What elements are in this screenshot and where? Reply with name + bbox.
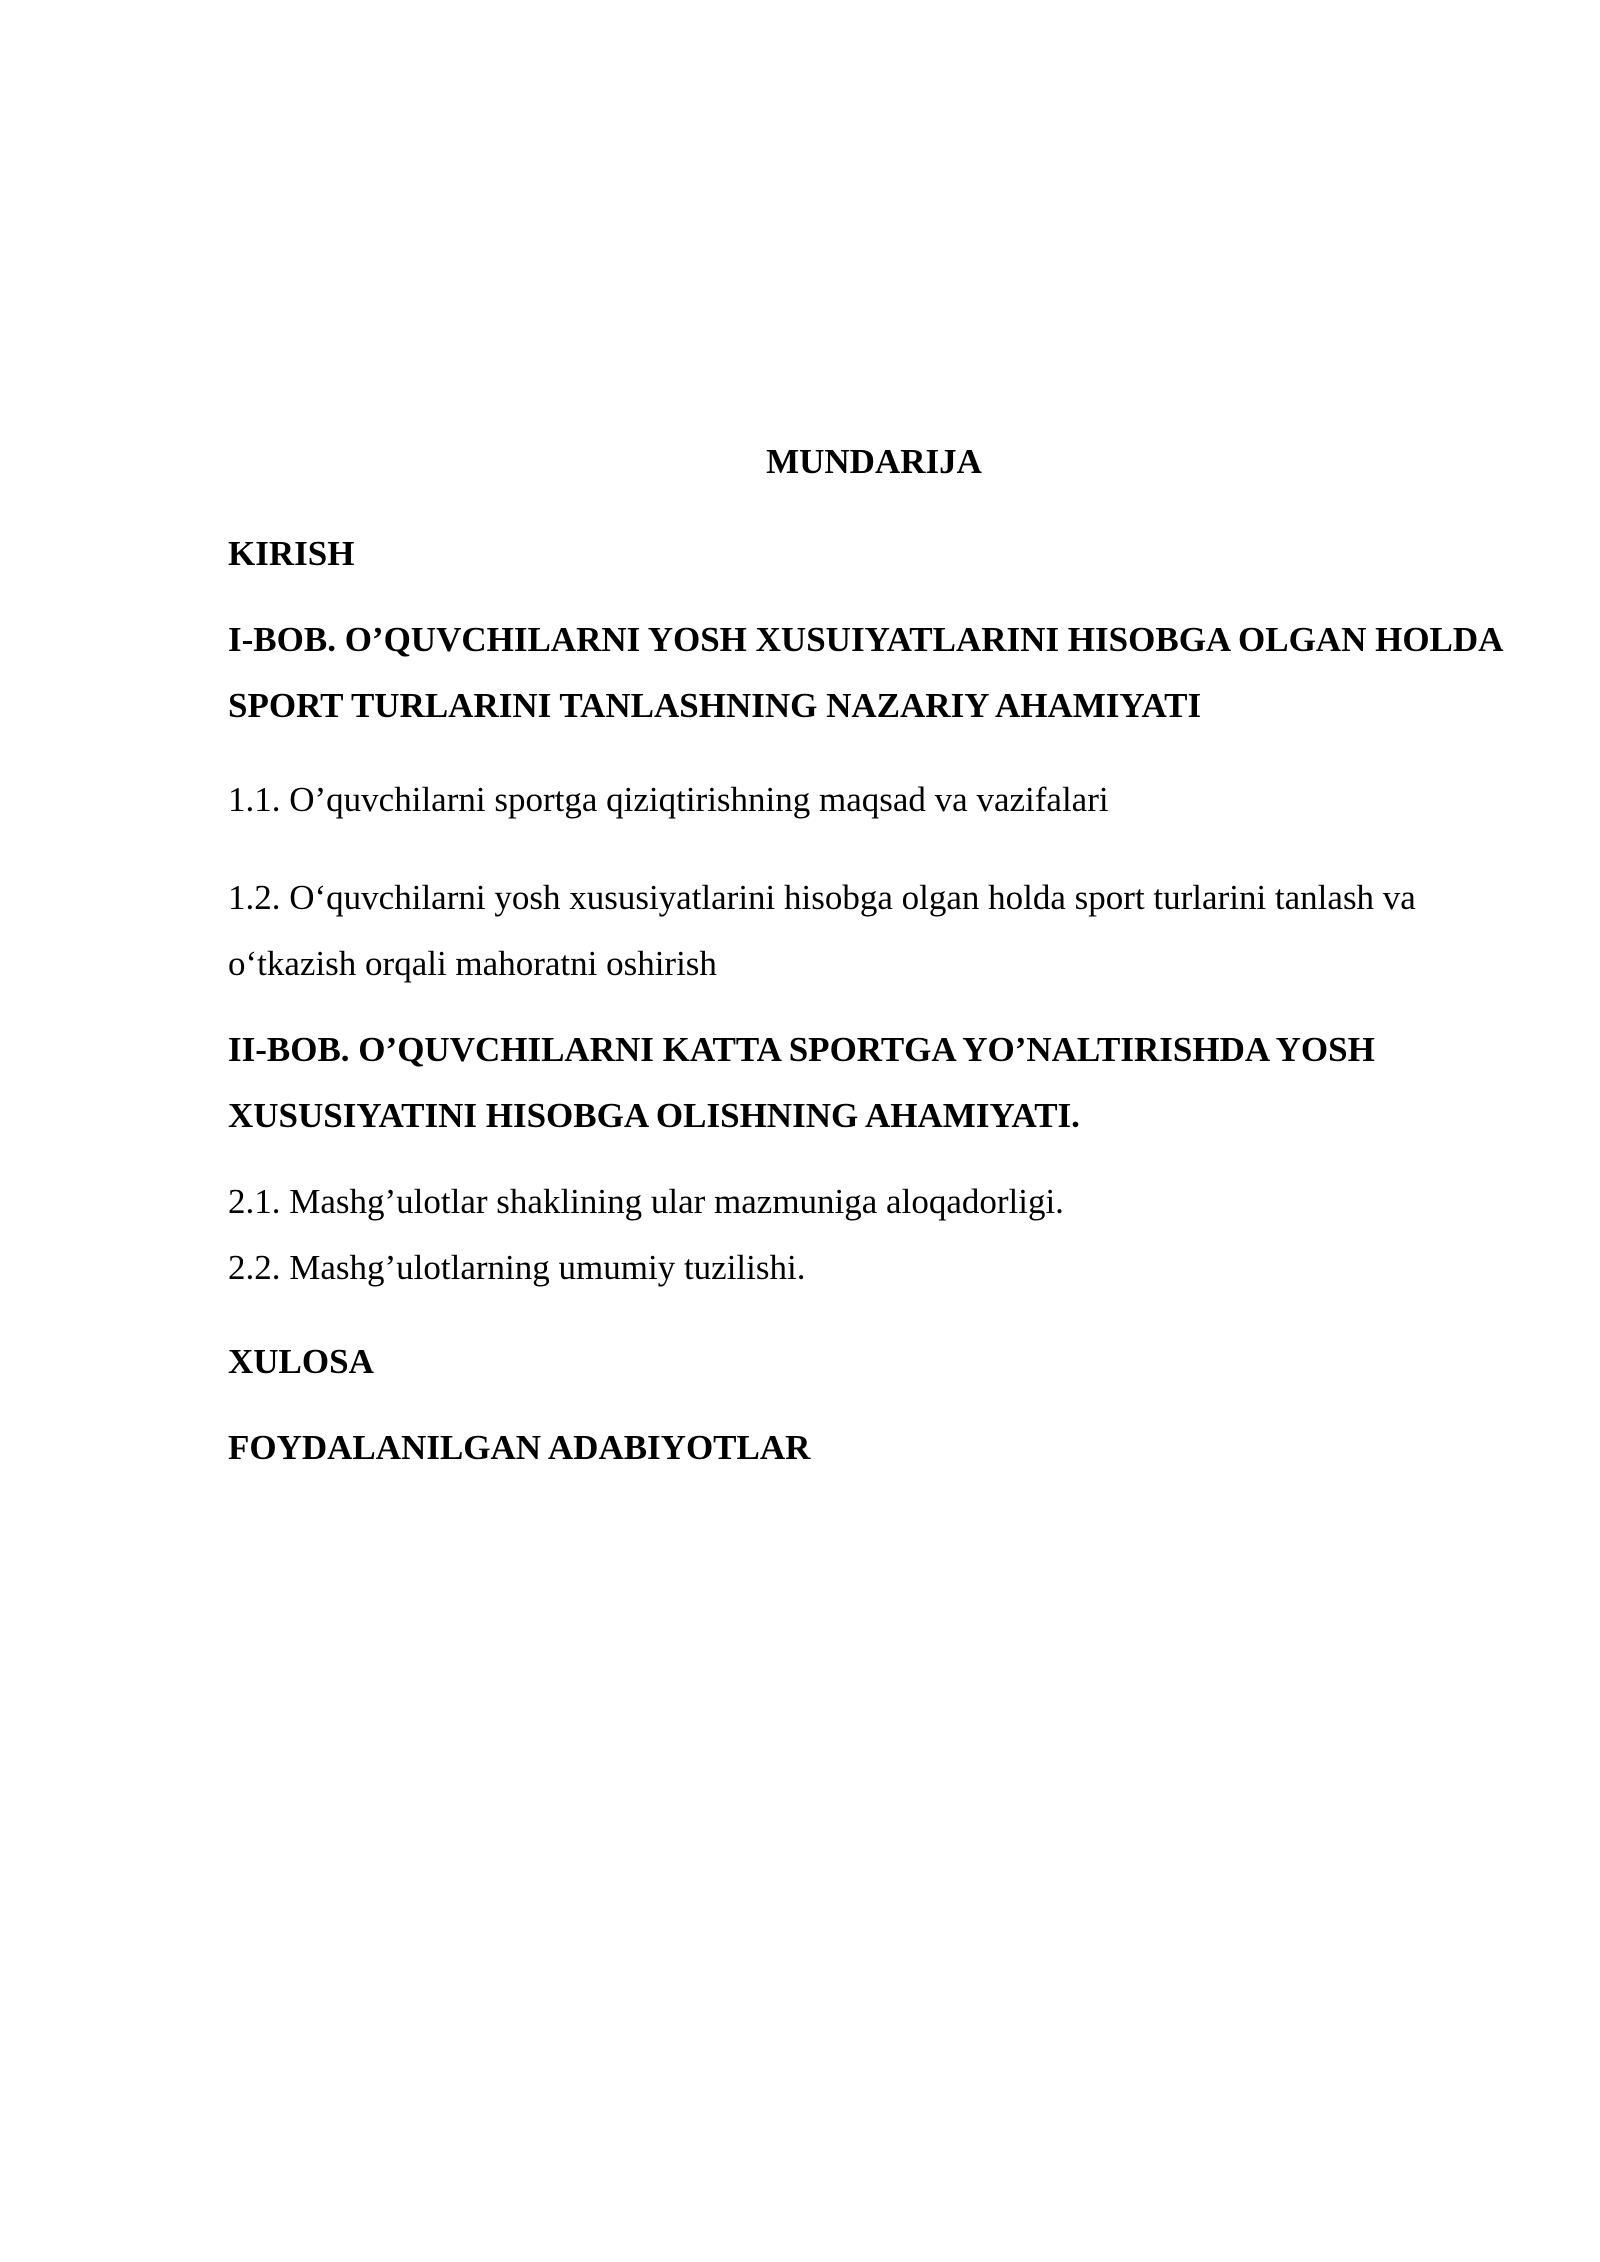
toc-entry-section-2-2: 2.2. Mashg’ulotlarning umumiy tuzilishi. [228, 1248, 806, 1287]
toc-entry-section-1-1: 1.1. O’quvchilarni sportga qiziqtirishning maqsad va vazifalari [228, 780, 1109, 819]
toc-entry-chapter-1: I-BOB. O’QUVCHILARNI YOSH XUSUIYATLARINI HISOBGA OLGAN HOLDA SPORT TURLARINI TANLASHNING NAZARIY AHAMIYATI [228, 620, 1502, 725]
toc-title: MUNDARIJA [766, 442, 982, 481]
toc-entry-section-1-2: 1.2. O‘quvchilarni yosh xususiyatlarini hisobga olgan holda sport turlarini tanlash va o‘tkazish orqali mahoratni oshirish [228, 878, 1416, 983]
toc-entry-introduction: KIRISH [228, 534, 355, 573]
table-of-contents [228, 436, 1518, 1481]
toc-entry-chapter-2: II-BOB. O’QUVCHILARNI KATTA SPORTGA YO’NALTIRISHDA YOSH XUSUSIYATINI HISOBGA OLISHNING AHAMIYATI. [228, 1030, 1375, 1135]
toc-entry-references: FOYDALANILGAN ADABIYOTLAR [228, 1428, 811, 1467]
toc-entry-section-2-1: 2.1. Mashg’ulotlar shaklining ular mazmuniga aloqadorligi. [228, 1182, 1064, 1221]
toc-entry-conclusion: XULOSA [228, 1342, 374, 1381]
